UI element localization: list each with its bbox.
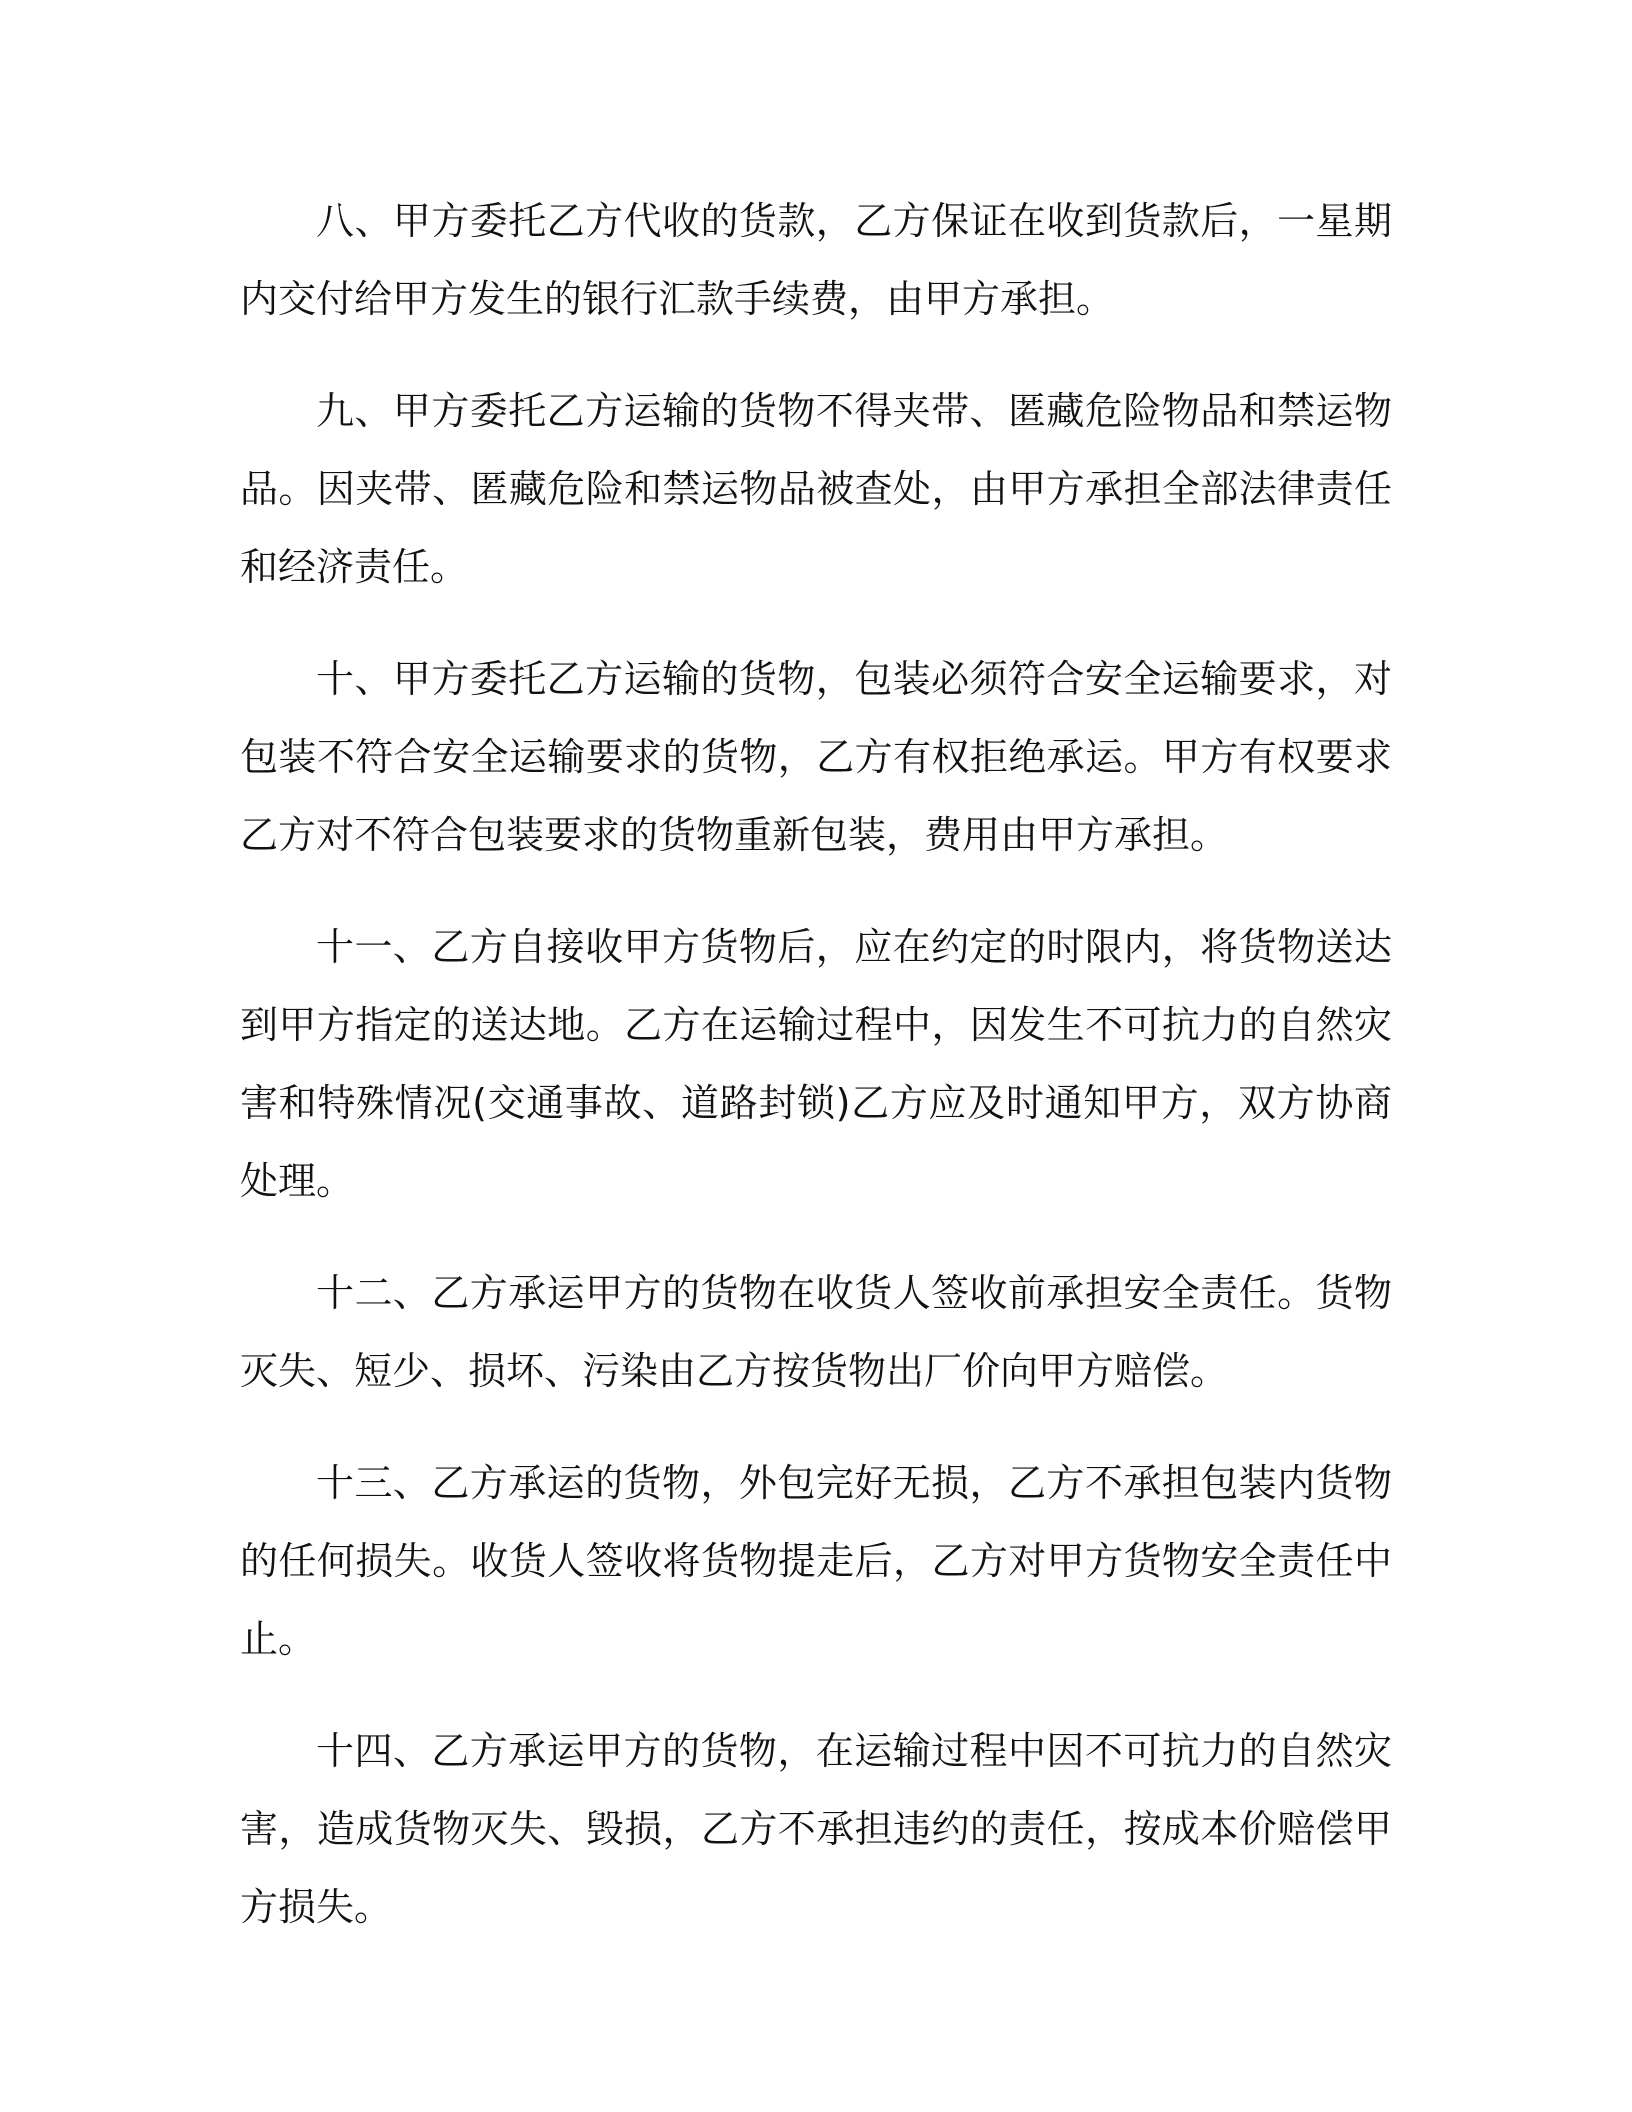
clause-13-paragraph: 十三、乙方承运的货物，外包完好无损，乙方不承担包装内货物的任何损失。收货人签收将货物提走后，乙方对甲方货物安全责任中止。: [240, 1461, 1392, 1661]
clause-10-paragraph: 十、甲方委托乙方运输的货物，包装必须符合安全运输要求，对包装不符合安全运输要求的货物，乙方有权拒绝承运。甲方有权要求乙方对不符合包装要求的货物重新包装，费用由甲方承担。: [240, 657, 1392, 857]
clause-8-paragraph: 八、甲方委托乙方代收的货款，乙方保证在收到货款后，一星期内交付给甲方发生的银行汇款手续费，由甲方承担。: [240, 199, 1392, 321]
document-body: [240, 182, 1392, 1980]
clause-14-paragraph: 十四、乙方承运甲方的货物，在运输过程中因不可抗力的自然灾害，造成货物灭失、毁损，乙方不承担违约的责任，按成本价赔偿甲方损失。: [240, 1729, 1392, 1929]
clause-11-paragraph: 十一、乙方自接收甲方货物后，应在约定的时限内，将货物送达到甲方指定的送达地。乙方在运输过程中，因发生不可抗力的自然灾害和特殊情况(交通事故、道路封锁)乙方应及时通知甲方，双方协商处理。: [240, 925, 1392, 1203]
clause-12-paragraph: 十二、乙方承运甲方的货物在收货人签收前承担安全责任。货物灭失、短少、损坏、污染由乙方按货物出厂价向甲方赔偿。: [240, 1271, 1392, 1393]
clause-9-paragraph: 九、甲方委托乙方运输的货物不得夹带、匿藏危险物品和禁运物品。因夹带、匿藏危险和禁运物品被查处，由甲方承担全部法律责任和经济责任。: [240, 389, 1392, 589]
